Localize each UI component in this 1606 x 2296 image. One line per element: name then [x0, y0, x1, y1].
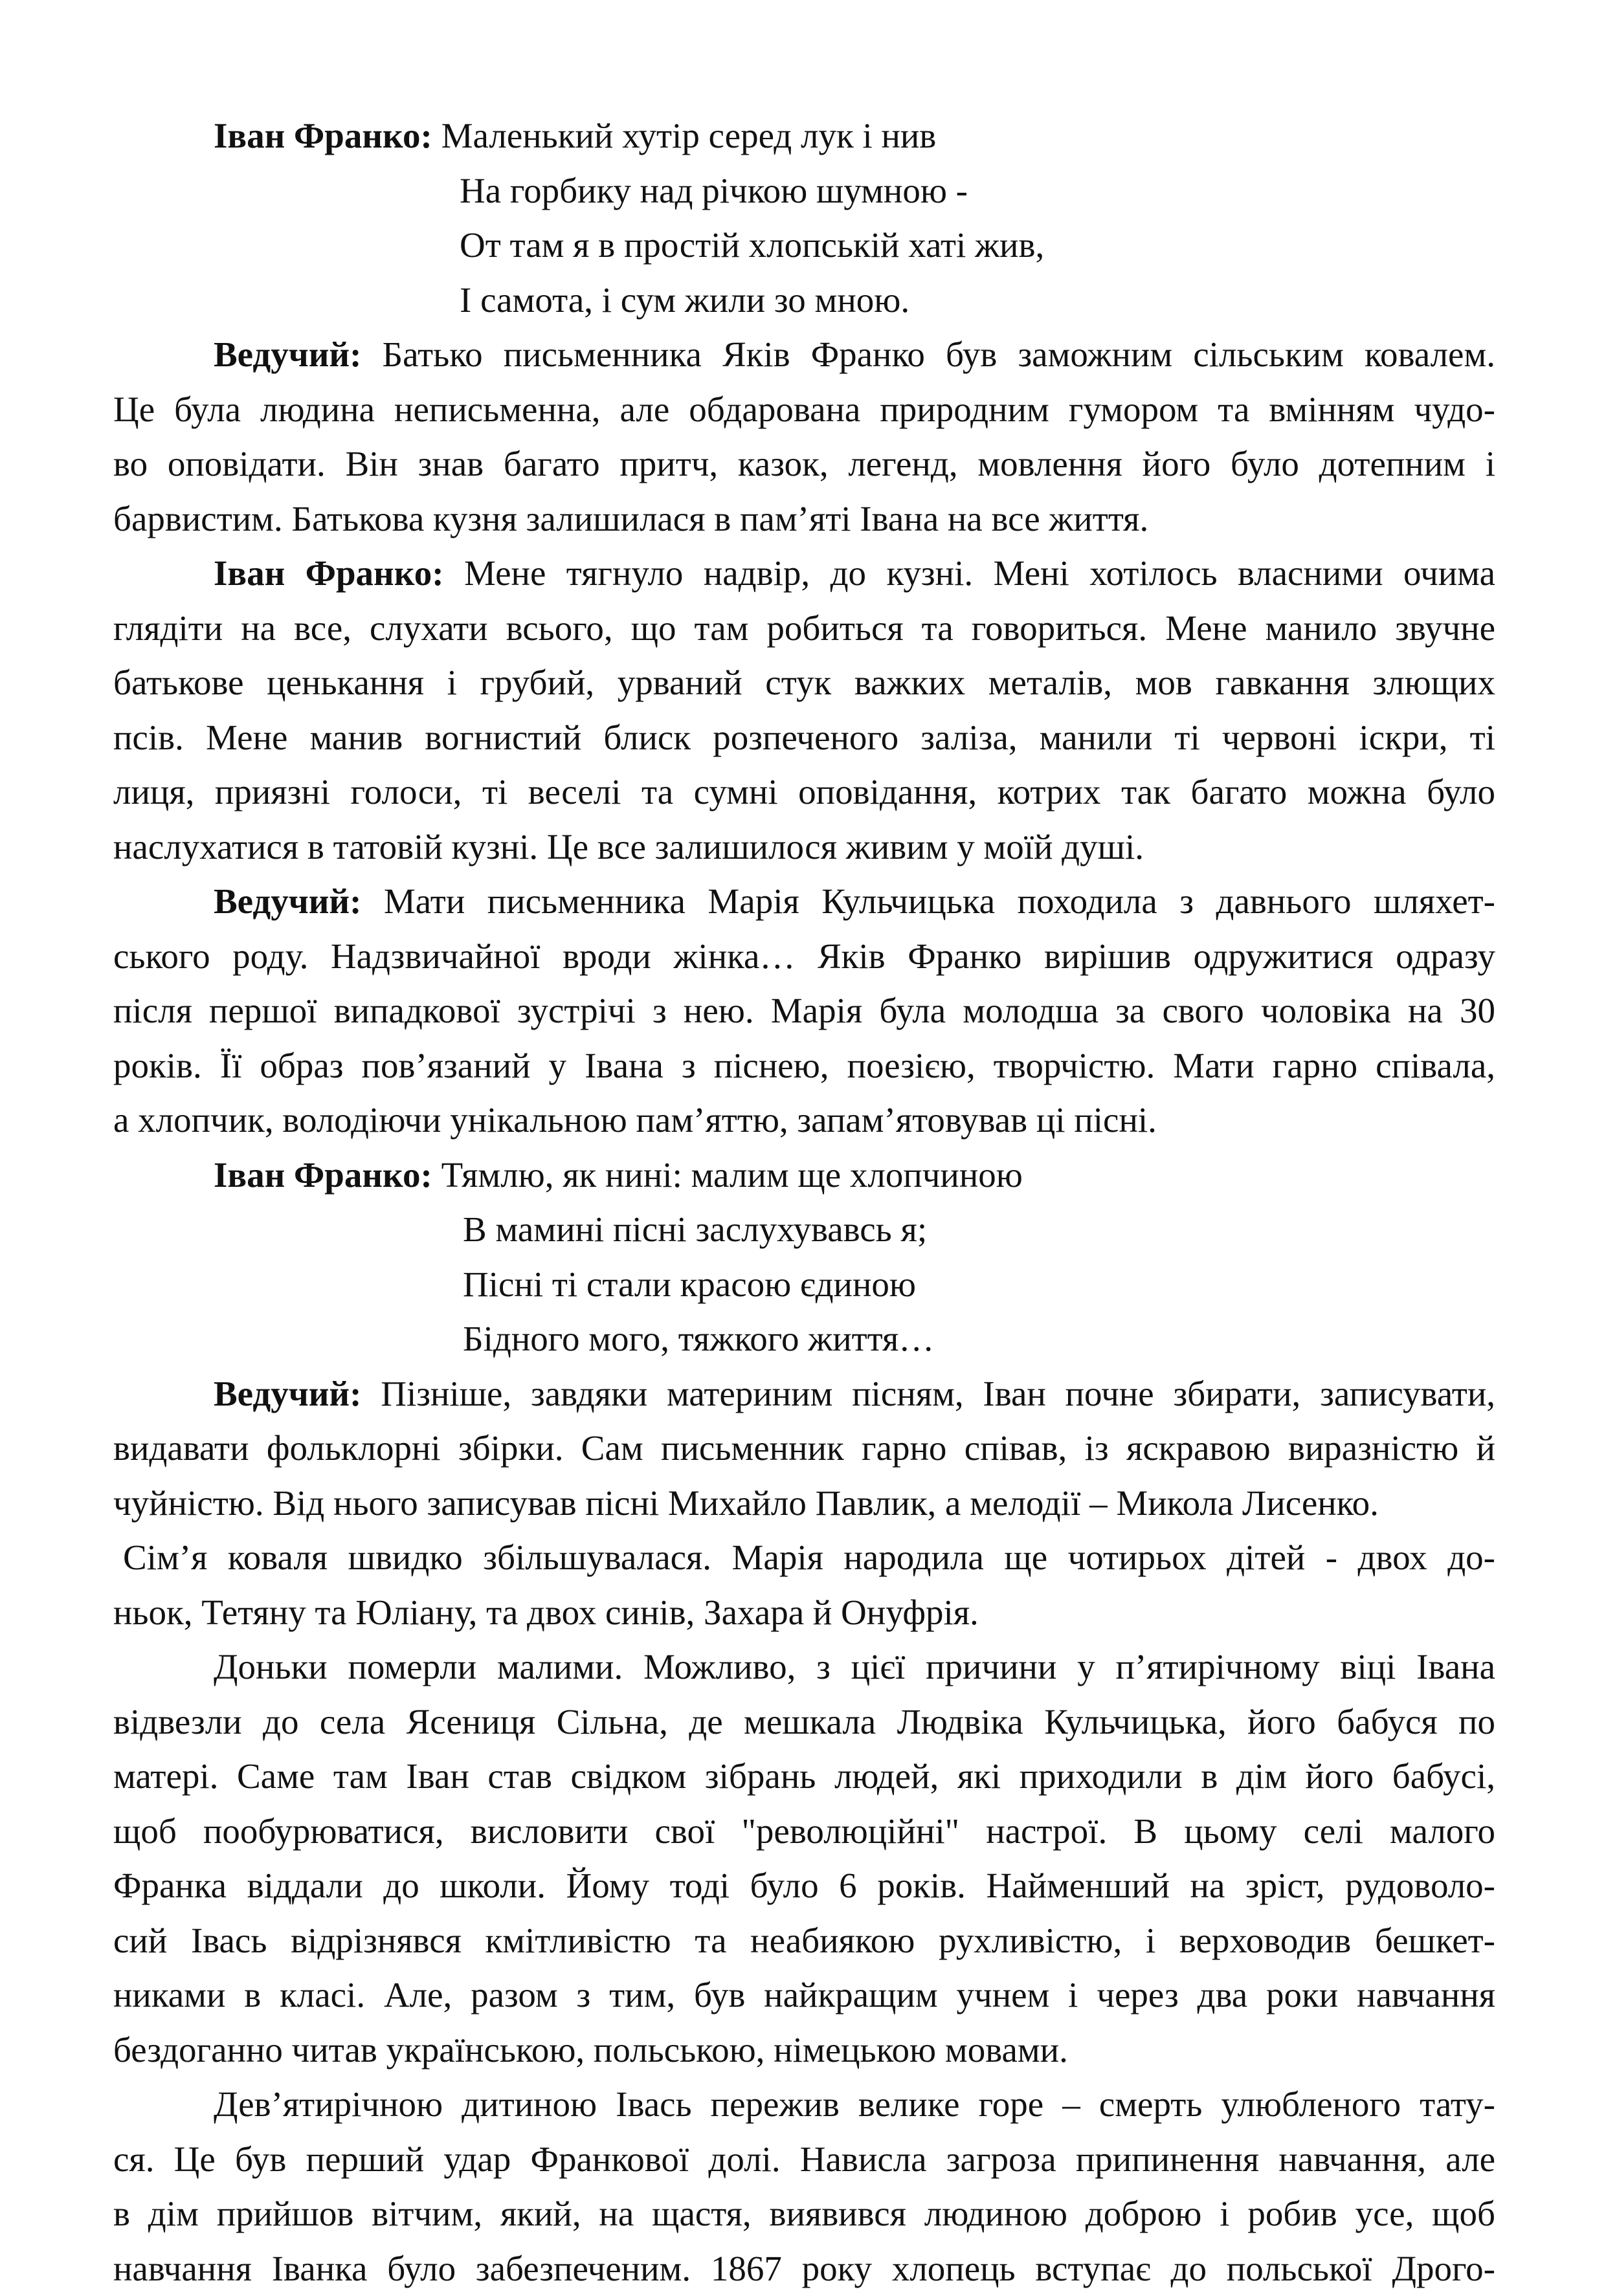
paragraph-line: Доньки померли малими. Можливо, з цієї причини у п’ятирічному віці Івана: [113, 1640, 1495, 1695]
speaker-label: Ведучий:: [214, 1374, 361, 1413]
paragraph-line: чуйністю. Від нього записував пісні Михайло Павлик, а мелодії – Микола Лисенко.: [113, 1476, 1495, 1531]
verse-line: І самота, і сум жили зо мною.: [113, 273, 1495, 328]
verse-line: Пісні ті стали красою єдиною: [113, 1257, 1495, 1312]
paragraph-line: років. Її образ пов’язаний у Івана з піснею, поезією, творчістю. Мати гарно співала,: [113, 1039, 1495, 1094]
speaker-label: Іван Франко:: [214, 553, 444, 593]
verse-line: Іван Франко: Тямлю, як нині: малим ще хлопчиною: [113, 1148, 1495, 1203]
paragraph-line: а хлопчик, володіючи унікальною пам’яттю, запам’ятовував ці пісні.: [113, 1093, 1495, 1148]
paragraph-line: наслухатися в татовій кузні. Це все залишилося живим у моїй душі.: [113, 820, 1495, 875]
paragraph-line: Франка віддали до школи. Йому тоді було 6 років. Найменший на зріст, рудоволо-: [113, 1859, 1495, 1914]
speaker-label: Іван Франко:: [214, 116, 432, 155]
paragraph-line: псів. Мене манив вогнистий блиск розпеченого заліза, манили ті червоні іскри, ті: [113, 711, 1495, 766]
verse-line: В мамині пісні заслухувавсь я;: [113, 1202, 1495, 1257]
paragraph-line: щоб пообурюватися, висловити свої "революційні" настрої. В цьому селі малого: [113, 1804, 1495, 1859]
speaker-label: Іван Франко:: [214, 1155, 432, 1195]
paragraph-line: Сім’я коваля швидко збільшувалася. Марія народила ще чотирьох дітей - двох до-: [113, 1530, 1495, 1585]
paragraph-line: видавати фольклорні збірки. Сам письменник гарно співав, із яскравою виразністю й: [113, 1421, 1495, 1476]
speaker-label: Ведучий:: [214, 881, 361, 921]
paragraph-line: в дім прийшов вітчим, який, на щастя, виявився людиною доброю і робив усе, щоб: [113, 2187, 1495, 2242]
verse-line: От там я в простій хлопській хаті жив,: [113, 218, 1495, 273]
paragraph-line: лиця, приязні голоси, ті веселі та сумні оповідання, котрих так багато можна було: [113, 765, 1495, 820]
paragraph-line: во оповідати. Він знав багато притч, казок, легенд, мовлення його було дотепним і: [113, 437, 1495, 492]
paragraph-line: ньок, Тетяну та Юліану, та двох синів, Захара й Онуфрія.: [113, 1585, 1495, 1640]
paragraph-line: барвистим. Батькова кузня залишилася в пам’яті Івана на все життя.: [113, 492, 1495, 547]
paragraph-line: Іван Франко: Мене тягнуло надвір, до кузні. Мені хотілось власними очима: [113, 546, 1495, 601]
document-body: [113, 109, 1495, 2296]
speaker-label: Ведучий:: [214, 335, 361, 374]
paragraph-line: бездоганно читав українською, польською, німецькою мовами.: [113, 2023, 1495, 2078]
paragraph-line: батькове ценькання і грубий, урваний стук важких металів, мов гавкання злющих: [113, 656, 1495, 711]
paragraph-line: глядіти на все, слухати всього, що там робиться та говориться. Мене манило звучне: [113, 601, 1495, 656]
verse-line: На горбику над річкою шумною -: [113, 164, 1495, 219]
paragraph-line: сий Івась відрізнявся кмітливістю та неабиякою рухливістю, і верховодив бешкет-: [113, 1914, 1495, 1969]
paragraph-line: відвезли до села Ясениця Сільна, де мешкала Людвіка Кульчицька, його бабуся по: [113, 1695, 1495, 1750]
paragraph-line: Ведучий: Батько письменника Яків Франко був заможним сільським ковалем.: [113, 327, 1495, 382]
paragraph-line: ського роду. Надзвичайної вроди жінка… Яків Франко вирішив одружитися одразу: [113, 929, 1495, 984]
verse-line: Бідного мого, тяжкого життя…: [113, 1312, 1495, 1367]
paragraph-line: Це була людина неписьменна, але обдарована природним гумором та вмінням чудо-: [113, 382, 1495, 437]
paragraph-line: Ведучий: Мати письменника Марія Кульчицька походила з давнього шляхет-: [113, 874, 1495, 929]
paragraph-line: після першої випадкової зустрічі з нею. Марія була молодша за свого чоловіка на 30: [113, 984, 1495, 1039]
paragraph-line: никами в класі. Але, разом з тим, був найкращим учнем і через два роки навчання: [113, 1968, 1495, 2023]
paragraph-line: Ведучий: Пізніше, завдяки материним пісням, Іван почне збирати, записувати,: [113, 1367, 1495, 1422]
verse-line: Іван Франко: Маленький хутір серед лук і нив: [113, 109, 1495, 164]
paragraph-line: навчання Іванка було забезпеченим. 1867 року хлопець вступає до польської Дрого-: [113, 2242, 1495, 2296]
paragraph-line: Дев’ятирічною дитиною Івась пережив велике горе – смерть улюбленого тату-: [113, 2077, 1495, 2132]
paragraph-line: матері. Саме там Іван став свідком зібрань людей, які приходили в дім його бабусі,: [113, 1749, 1495, 1804]
paragraph-line: ся. Це був перший удар Франкової долі. Нависла загроза припинення навчання, але: [113, 2132, 1495, 2187]
